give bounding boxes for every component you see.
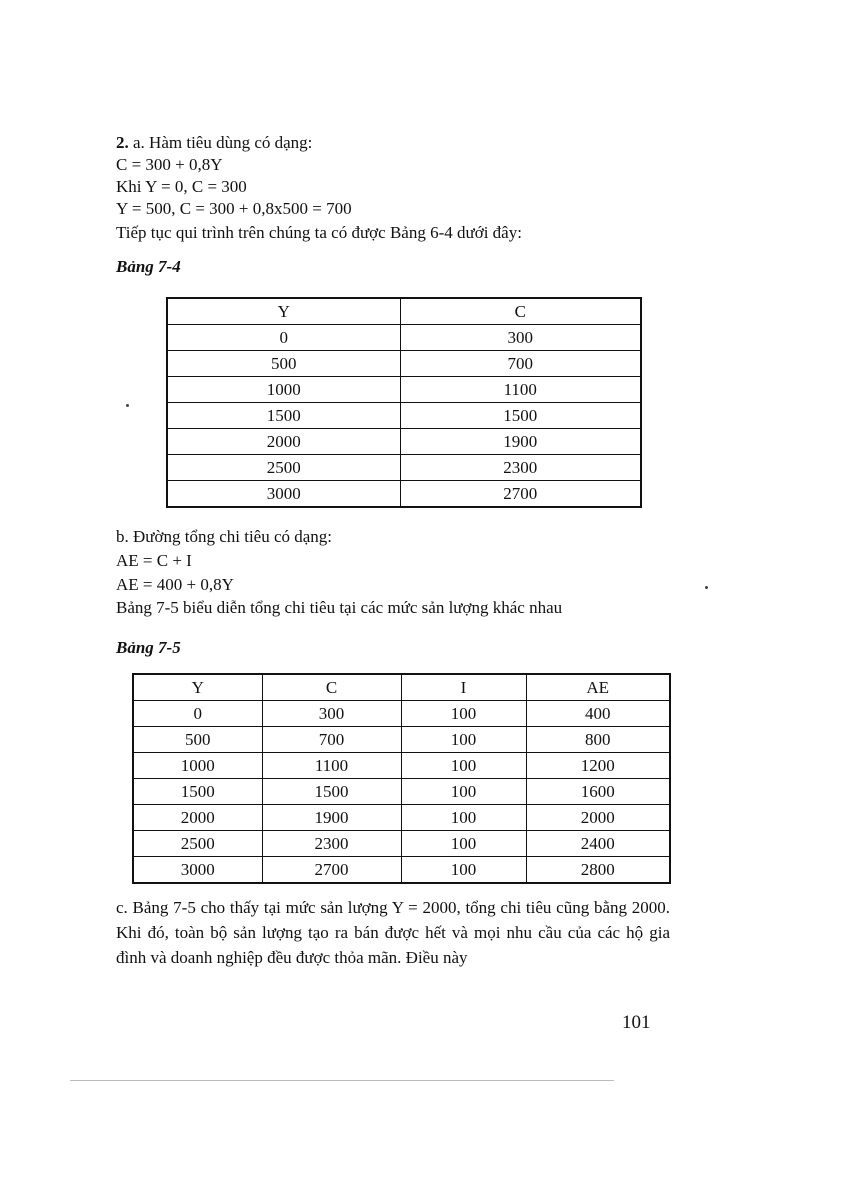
table-cell: 2000 [526,805,670,831]
table-cell: 100 [401,779,526,805]
table-cell: 100 [401,753,526,779]
table-cell: 500 [133,727,262,753]
table-row [167,481,641,508]
table-cell: 1500 [400,403,641,429]
table-cell: 100 [401,805,526,831]
table-cell: 1100 [262,753,401,779]
table-row [133,727,670,753]
table-cell: 300 [262,701,401,727]
table-cell: 2500 [133,831,262,857]
table-row [167,351,641,377]
table-cell: 3000 [167,481,400,508]
table-cell: 1100 [400,377,641,403]
scan-speck [126,404,129,407]
table-cell: 2700 [262,857,401,884]
table-cell: 300 [400,325,641,351]
table-cell: 1000 [133,753,262,779]
table-7-4-caption: Bảng 7-4 [116,257,181,276]
table-cell: 2800 [526,857,670,884]
column-header: C [400,298,641,325]
table-cell: 500 [167,351,400,377]
table-cell: 1900 [400,429,641,455]
table-row [167,429,641,455]
table-cell: 700 [262,727,401,753]
table-row [167,325,641,351]
table-7-5 [132,673,671,884]
column-header: AE [526,674,670,701]
table-cell: 1900 [262,805,401,831]
table-row [167,377,641,403]
table-cell: 100 [401,701,526,727]
table-row [133,805,670,831]
formula-line-y0: Khi Y = 0, C = 300 [116,177,247,196]
table-cell: 2400 [526,831,670,857]
table-cell: 0 [167,325,400,351]
table-cell: 3000 [133,857,262,884]
table-7-5-caption: Bảng 7-5 [116,638,181,657]
table-cell: 0 [133,701,262,727]
table-cell: 2300 [262,831,401,857]
column-header: I [401,674,526,701]
table-cell: 1500 [167,403,400,429]
table-cell: 1600 [526,779,670,805]
table-cell: 100 [401,831,526,857]
column-header: Y [133,674,262,701]
procedure-text: Tiếp tục qui trình trên chúng ta có được Bảng 6-4 dưới đây: [116,223,522,242]
table-cell: 100 [401,727,526,753]
table-cell: 2700 [400,481,641,508]
section-number: 2. [116,133,129,152]
table-cell: 400 [526,701,670,727]
formula-line-y500: Y = 500, C = 300 + 0,8x500 = 700 [116,199,352,218]
table-cell: 700 [400,351,641,377]
table-7-4 [166,297,642,508]
table-7-5-intro: Bảng 7-5 biểu diễn tổng chi tiêu tại các mức sản lượng khác nhau [116,598,563,617]
section-a-title [116,132,312,154]
table-cell: 2300 [400,455,641,481]
section-b-title: b. Đường tổng chi tiêu có dạng: [116,527,333,546]
table-row [133,831,670,857]
table-header-row [167,298,641,325]
scan-speck [705,586,708,589]
table-cell: 1200 [526,753,670,779]
ae-formula: AE = 400 + 0,8Y [116,575,234,594]
consumption-formula: C = 300 + 0,8Y [116,155,223,174]
section-a-heading: a. Hàm tiêu dùng có dạng: [128,133,313,152]
table-cell: 1500 [133,779,262,805]
ae-identity: AE = C + I [116,551,192,570]
page-number: 101 [622,1012,651,1033]
table-cell: 800 [526,727,670,753]
table-cell: 1000 [167,377,400,403]
table-row [133,701,670,727]
table-header-row [133,674,670,701]
table-row [133,857,670,884]
table-row [167,455,641,481]
table-row [133,753,670,779]
table-cell: 100 [401,857,526,884]
table-row [133,779,670,805]
table-cell: 2000 [133,805,262,831]
table-cell: 2000 [167,429,400,455]
footer-rule [70,1080,614,1081]
section-c-paragraph: c. Bảng 7-5 cho thấy tại mức sản lượng Y = 2000, tổng chi tiêu cũng bằng 2000. Khi đó, toàn bộ sản lượng tạo ra bán được hết và mọi nhu cầu của các hộ gia đình và doanh nghiệp đều được thỏa mãn. Điều này [116,898,670,967]
column-header: C [262,674,401,701]
table-cell: 2500 [167,455,400,481]
table-cell: 1500 [262,779,401,805]
table-row [167,403,641,429]
column-header: Y [167,298,400,325]
